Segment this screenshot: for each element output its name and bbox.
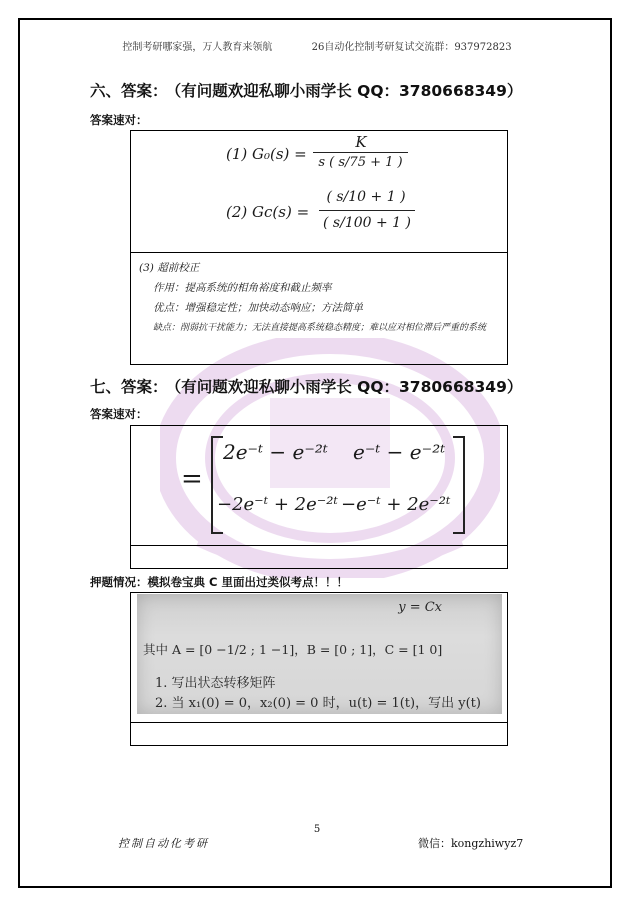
matrix-cell-11: 2e⁻ᵗ − e⁻²ᵗ bbox=[223, 440, 328, 464]
answer1-numerator: K bbox=[355, 133, 367, 151]
matrix-cell-21: −2e⁻ᵗ + 2e⁻²ᵗ bbox=[217, 494, 338, 515]
answer2-lhs: (2) Gc(s) = bbox=[226, 203, 310, 221]
answer2-fraction-bar bbox=[319, 210, 415, 211]
footer-wechat: 微信：kongzhiwyz7 bbox=[418, 837, 524, 850]
exam-question-photo bbox=[137, 594, 502, 714]
answer3-advantages: 优点：增强稳定性；加快动态响应；方法简单 bbox=[153, 302, 363, 314]
answer1-lhs: (1) G₀(s) = bbox=[226, 145, 307, 163]
prediction-label: 押题情况：模拟卷宝典 C 里面出过类似考点！！！ bbox=[90, 575, 348, 589]
answer1-denominator: s ( s/75 + 1 ) bbox=[318, 155, 403, 170]
section-7-quick-label: 答案速对： bbox=[90, 407, 148, 421]
photo-output-eq: y = Cx bbox=[398, 600, 442, 615]
matrix-equals: = bbox=[181, 464, 203, 494]
footer-left: 控制自动化考研 bbox=[118, 837, 209, 850]
answer1-fraction-bar bbox=[313, 152, 408, 153]
answer3-disadvantages: 缺点：削弱抗干扰能力；无法直接提高系统稳态精度；难以应对相位滞后严重的系统 bbox=[153, 323, 487, 333]
photo-matrix-def: 其中 A = [0 −1/2 ; 1 −1]，B = [0 ; 1]，C = [1 0] bbox=[143, 642, 443, 657]
section-7-answer-table bbox=[130, 425, 508, 569]
matrix-cell-12: e⁻ᵗ − e⁻²ᵗ bbox=[353, 440, 446, 464]
answer2-numerator: ( s/10 + 1 ) bbox=[326, 189, 406, 205]
answer-row-transition-matrix bbox=[131, 426, 507, 546]
section-6-answer-table bbox=[130, 130, 508, 365]
answer3-title: (3) 超前校正 bbox=[139, 262, 200, 274]
matrix-right-bracket bbox=[453, 436, 465, 534]
page-number: 5 bbox=[313, 824, 321, 835]
answer3-effect: 作用：提高系统的相角裕度和截止频率 bbox=[153, 282, 332, 294]
photo-question-2: 2. 当 x₁(0) = 0，x₂(0) = 0 时，u(t) = 1(t)，写出 y(t) bbox=[155, 696, 481, 711]
page-header bbox=[0, 38, 634, 53]
matrix-cell-22: −e⁻ᵗ + 2e⁻²ᵗ bbox=[341, 494, 451, 515]
section-7-title: 七、答案： （有问题欢迎私聊小雨学长 QQ：3780668349） bbox=[90, 378, 523, 396]
answer2-denominator: ( s/100 + 1 ) bbox=[323, 215, 411, 231]
answer3-text bbox=[139, 258, 501, 338]
answer-row-transfer-functions bbox=[131, 131, 507, 253]
header-group-info: 26自动化控制考研复试交流群：937972823 bbox=[311, 42, 512, 53]
matrix-left-bracket bbox=[211, 436, 223, 534]
section-6-title: 六、答案： （有问题欢迎私聊小雨学长 QQ：3780668349） bbox=[90, 82, 523, 100]
section-6-quick-label: 答案速对： bbox=[90, 113, 148, 127]
header-slogan: 控制考研哪家强，万人教育来领航 bbox=[122, 42, 273, 53]
photo-question-1: 1. 写出状态转移矩阵 bbox=[155, 676, 276, 691]
